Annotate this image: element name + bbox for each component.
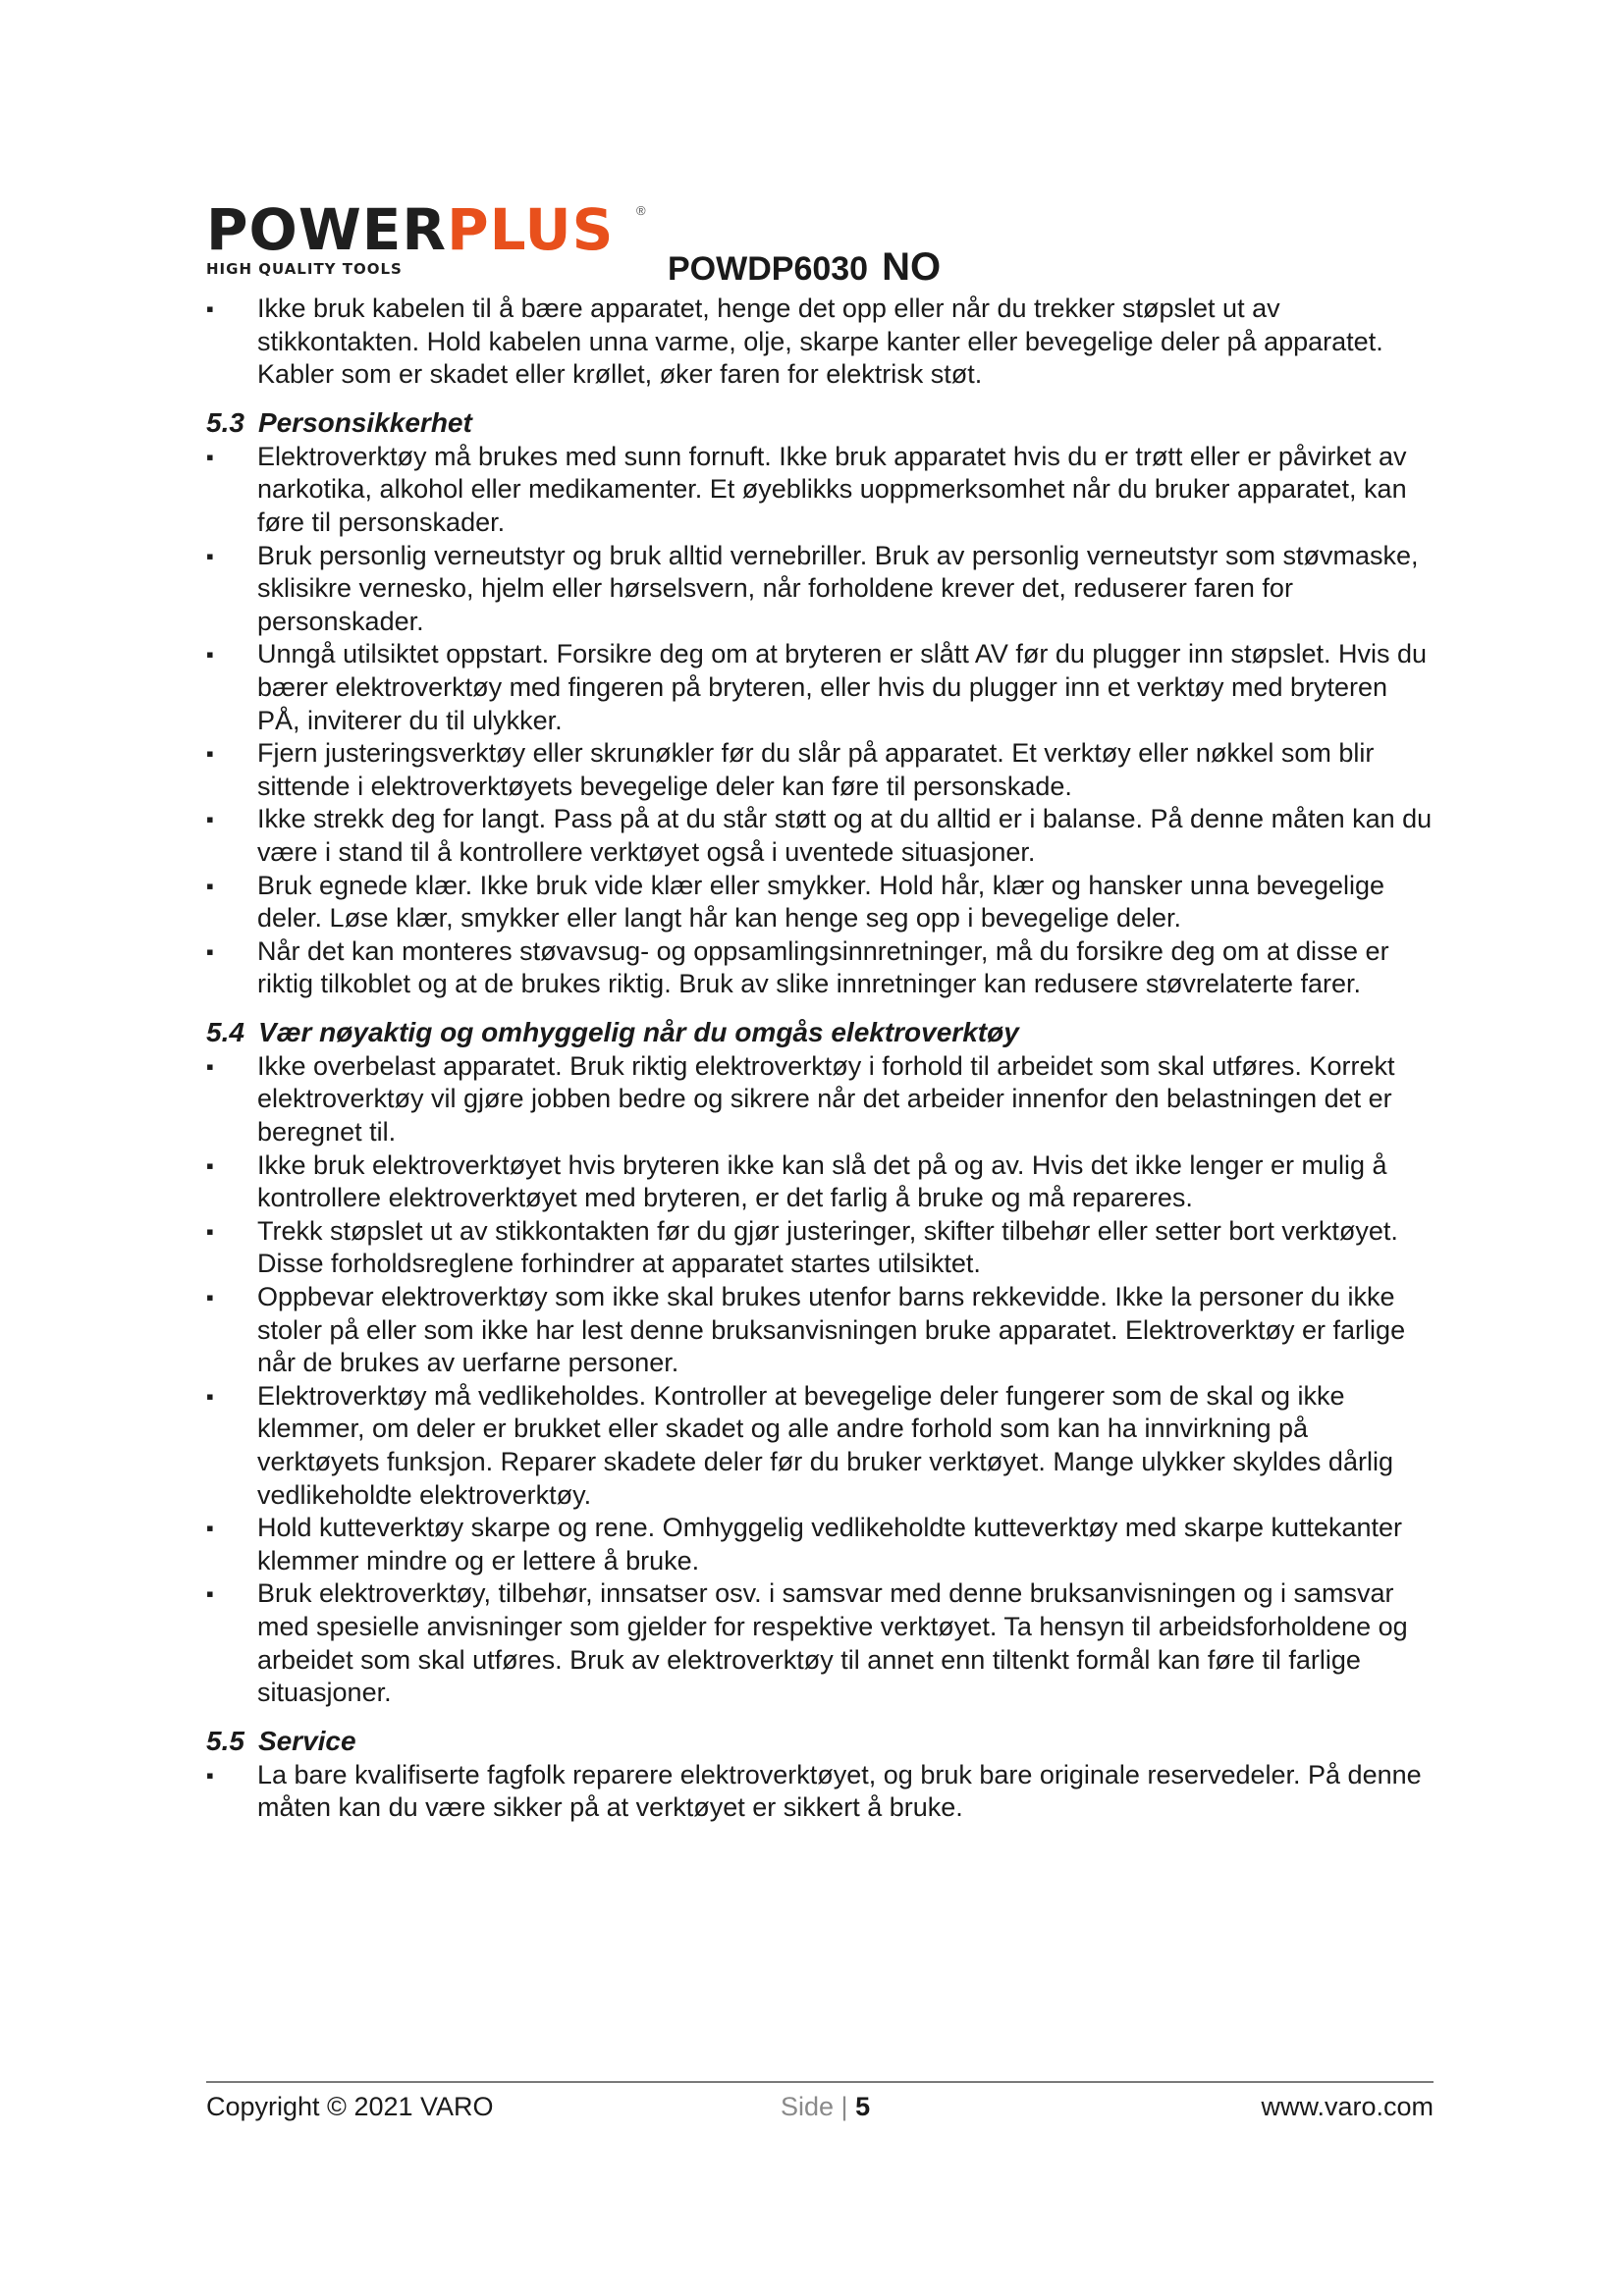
list-item: ▪ Bruk elektroverktøy, tilbehør, innsatser osv. i samsvar med denne bruksanvisningen og i samsvar med spesielle anvisninger som gjelder for respektive verktøyet. Ta hensyn til arbeidsforholdene og arbeidet som skal utføres. Bruk av elektroverktøy til annet enn tiltenkt formål kan føre til farlige situasjoner. [206, 1577, 1434, 1709]
list-item: ▪ Ikke bruk elektroverktøyet hvis bryteren ikke kan slå det på og av. Hvis det ikke lenger er mulig å kontrollere elektroverktøyet med bryteren, er det farlig å bruke og må repareres. [206, 1149, 1434, 1215]
section-heading-5-5: 5.5 Service [206, 1725, 356, 1756]
list-item: ▪ Fjern justeringsverktøy eller skrunøkler før du slår på apparatet. Et verktøy eller nøkkel som blir sittende i elektroverktøyets bevegelige deler kan føre til personskade. [206, 737, 1434, 803]
list-item: ▪ Elektroverktøy må brukes med sunn fornuft. Ikke bruk apparatet hvis du er trøtt eller er påvirket av narkotika, alkohol eller medikamenter. Et øyeblikks uoppmerksomhet når du bruker apparatet, kan føre til personskader. [206, 441, 1434, 540]
language-code: NO [882, 245, 942, 289]
list-item: ▪ Elektroverktøy må vedlikeholdes. Kontroller at bevegelige deler fungerer som de skal og ikke klemmer, om deler er brukket eller skadet og alle andre forhold som kan ha innvirkning på verktøyets funksjon. Reparer skadete deler før du bruker verktøyet. Mange ulykker skyldes dårlig vedlikeholdte elektroverktøy. [206, 1380, 1434, 1512]
page-content [206, 293, 1434, 1825]
list-item: ▪ Oppbevar elektroverktøy som ikke skal brukes utenfor barns rekkevidde. Ikke la personer du ikke stoler på eller som ikke har lest denne bruksanvisningen bruke apparatet. Elektroverktøy er farlige når de brukes av uerfarne personer. [206, 1281, 1434, 1380]
footer-divider [206, 2081, 1434, 2083]
section-heading-5-4: 5.4 Vær nøyaktig og omhyggelig når du omgås elektroverktøy [206, 1016, 1019, 1047]
section-5-5-list [206, 1759, 1434, 1825]
section-5-4-list [206, 1050, 1434, 1710]
logo-wordmark [206, 196, 648, 263]
list-item: ▪ Ikke strekk deg for langt. Pass på at du står støtt og at du alltid er i balanse. På denne måten kan du være i stand til å kontrollere verktøyet også i uventede situasjoner. [206, 803, 1434, 869]
section-5-3-list [206, 441, 1434, 1001]
list-item: ▪ Trekk støpslet ut av stikkontakten før du gjør justeringer, skifter tilbehør eller setter bort verktøyet. Disse forholdsreglene forhindrer at apparatet startes utilsiktet. [206, 1215, 1434, 1281]
list-item: ▪ Hold kutteverktøy skarpe og rene. Omhyggelig vedlikeholdte kutteverktøy med skarpe kuttekanter klemmer mindre og er lettere å bruke. [206, 1512, 1434, 1577]
powerplus-logo [206, 196, 648, 280]
list-item: ▪ Ikke bruk kabelen til å bære apparatet, henge det opp eller når du trekker støpslet ut av stikkontakten. Hold kabelen unna varme, olje, skarpe kanter eller bevegelige deler på apparatet. Kabler som er skadet eller krøllet, øker faren for elektrisk støt. [206, 293, 1434, 392]
list-item: ▪ La bare kvalifiserte fagfolk reparere elektroverktøyet, og bruk bare originale reservedeler. På denne måten kan du være sikker på at verktøyet er sikkert å bruke. [206, 1759, 1434, 1825]
intro-list [206, 293, 1434, 392]
logo-power-text: POWER [206, 196, 448, 263]
registered-mark: ® [636, 203, 646, 218]
section-heading-5-3: 5.3 Personsikkerhet [206, 406, 472, 438]
website-url: www.varo.com [1261, 2092, 1434, 2121]
list-item: ▪ Unngå utilsiktet oppstart. Forsikre deg om at bryteren er slått AV før du plugger inn støpslet. Hvis du bærer elektroverktøy med fingeren på bryteren, eller hvis du plugger inn et verktøy med bryteren PÅ, inviterer du til ulykker. [206, 638, 1434, 737]
list-item: ▪ Ikke overbelast apparatet. Bruk riktig elektroverktøy i forhold til arbeidet som skal utføres. Korrekt elektroverktøy vil gjøre jobben bedre og sikrere når det arbeider innenfor den belastningen det er beregnet til. [206, 1050, 1434, 1149]
model-number: POWDP6030 [668, 250, 869, 288]
list-item: ▪ Bruk personlig verneutstyr og bruk alltid vernebriller. Bruk av personlig verneutstyr som støvmaske, sklisikre vernesko, hjelm eller hørselsvern, når forholdene krever det, reduserer faren for personskader. [206, 540, 1434, 639]
page-footer [206, 2092, 1434, 2125]
logo-plus-text: PLUS [447, 196, 615, 263]
list-item: ▪ Når det kan monteres støvavsug- og oppsamlingsinnretninger, må du forsikre deg om at disse er riktig tilkoblet og at de brukes riktig. Bruk av slike innretninger kan redusere støvrelaterte farer. [206, 935, 1434, 1001]
page-number: 5 [855, 2092, 871, 2121]
list-item: ▪ Bruk egnede klær. Ikke bruk vide klær eller smykker. Hold hår, klær og hansker unna bevegelige deler. Løse klær, smykker eller langt hår kan henge seg opp i bevegelige deler. [206, 870, 1434, 935]
page-indicator: Side | 5 [781, 2092, 871, 2121]
copyright-text: Copyright © 2021 VARO [206, 2092, 494, 2121]
model-heading [668, 245, 941, 290]
logo-tagline: HIGH QUALITY TOOLS [206, 260, 403, 278]
